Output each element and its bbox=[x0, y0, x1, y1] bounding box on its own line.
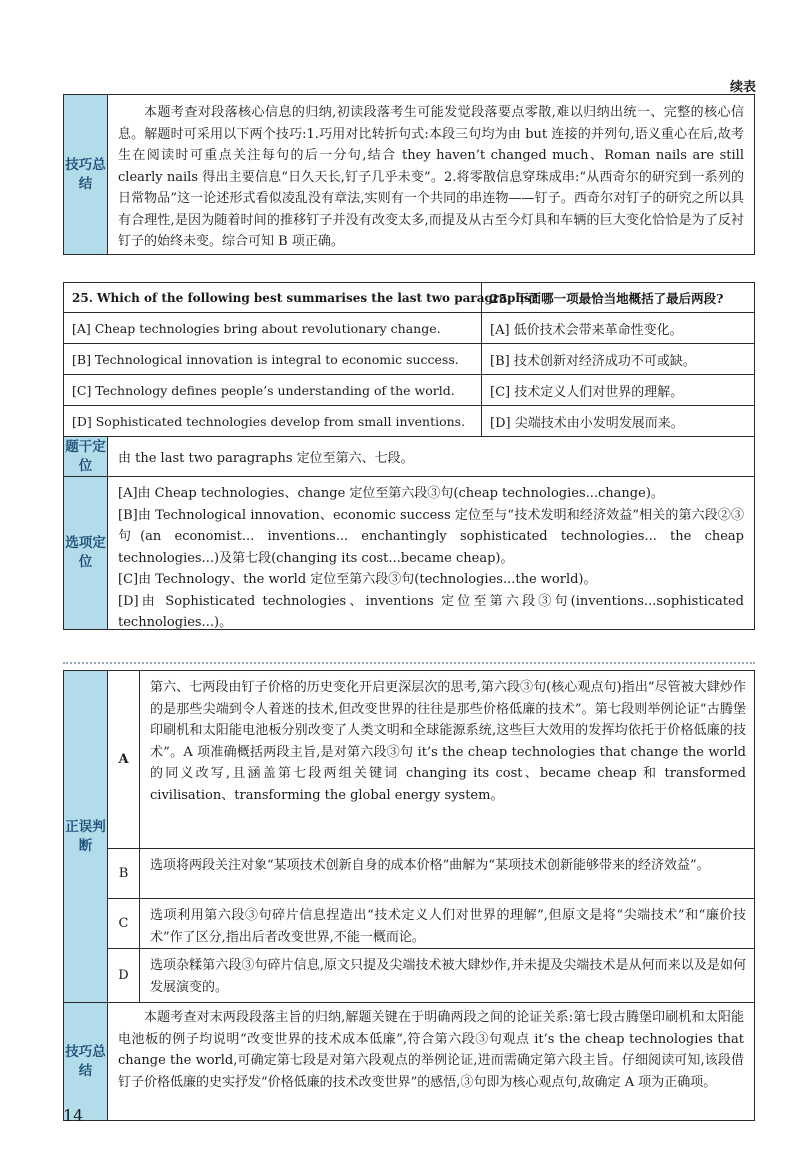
skill-summary-label: 技巧总结 bbox=[64, 1003, 108, 1120]
option-location-item: [C]由 Technology、the world 定位至第六段③句(technologies...the world)。 bbox=[118, 572, 597, 587]
option-location-row bbox=[64, 477, 754, 629]
judgement-row-a bbox=[108, 671, 754, 849]
judgement-row-d bbox=[108, 949, 754, 1002]
option-row-c bbox=[64, 375, 754, 406]
judgement-label: 正误判断 bbox=[64, 671, 108, 1002]
option-location-item: [D]由 Sophisticated technologies、inventions 定位至第六段③句(inventions...sophisticated technologies...)。 bbox=[118, 593, 744, 630]
dotted-divider bbox=[63, 662, 755, 664]
judgement-rows bbox=[108, 671, 754, 1002]
option-row-d bbox=[64, 406, 754, 437]
option-a-en: [A] Cheap technologies bring about revolutionary change. bbox=[64, 313, 482, 343]
question-zh: 25. 下面哪一项最恰当地概括了最后两段? bbox=[490, 290, 724, 306]
skill-summary-label: 技巧总结 bbox=[64, 95, 108, 254]
skill-summary-box bbox=[64, 1003, 754, 1120]
judgement-row-b bbox=[108, 849, 754, 899]
judgement-letter: A bbox=[108, 671, 140, 848]
skill-summary-text: 本题考查对段落核心信息的归纳,初读段落考生可能发觉段落要点零散,难以归纳出统一、完整的核心信息。解题时可采用以下两个技巧:1.巧用对比转折句式:本段三句均为由 but 连接的并列句,语义重心在后,故考生在阅读时可重点关注每句的后一分句,结合 they haven’t changed much、Roman nails are still clearly nails 得出主要信息“日久天长,钉子几乎未变”。2.将零散信息穿珠成串:“从西奇尔的研究到一系列的日常物品”这一论述形式看似凌乱没有章法,实则有一个共同的串连物——钉子。西奇尔对钉子的研究之所以具有合理性,是因为随着时间的推移钉子并没有改变太多,而提及从古至今灯具和车辆的巨大变化恰恰是为了反衬钉子的始终未变。综合可知 B 项正确。 bbox=[118, 105, 744, 249]
option-row-b bbox=[64, 344, 754, 375]
stem-location-text: 由 the last two paragraphs 定位至第六、七段。 bbox=[118, 451, 414, 466]
question-row bbox=[64, 283, 754, 313]
option-d-zh: [D] 尖端技术由小发明发展而来。 bbox=[490, 415, 684, 431]
continued-label: 续表 bbox=[729, 80, 756, 95]
judgement-text: 选项杂糅第六段③句碎片信息,原文只提及尖端技术被大肆炒作,并未提及尖端技术是从何而来以及是如何发展演变的。 bbox=[150, 958, 746, 995]
skill-summary-box bbox=[63, 94, 755, 255]
option-location-item: [B]由 Technological innovation、economic success 定位至与“技术发明和经济效益”相关的第六段②③句(an economist... inventions... enchantingly sophisticated technologies... the cheap technologies...)及第七段(changing its cost...became cheap)。 bbox=[118, 507, 744, 566]
question-table bbox=[63, 282, 755, 630]
option-location-list bbox=[108, 477, 754, 629]
judgement-table bbox=[63, 670, 755, 1121]
judgement-section bbox=[64, 671, 754, 1003]
question-en: 25. Which of the following best summarises the last two paragraphs? bbox=[64, 283, 482, 312]
judgement-text: 选项将两段关注对象“某项技术创新自身的成本价格”曲解为“某项技术创新能够带来的经济效益”。 bbox=[150, 858, 710, 873]
judgement-row-c bbox=[108, 899, 754, 949]
option-c-en: [C] Technology defines people’s understanding of the world. bbox=[64, 375, 482, 405]
judgement-text: 选项利用第六段③句碎片信息捏造出“技术定义人们对世界的理解”,但原文是将“尖端技术”和“廉价技术”作了区分,指出后者改变世界,不能一概而论。 bbox=[150, 908, 746, 945]
option-c-zh: [C] 技术定义人们对世界的理解。 bbox=[490, 384, 684, 400]
option-location-item: [A]由 Cheap technologies、change 定位至第六段③句(cheap technologies...change)。 bbox=[118, 486, 664, 501]
option-location-label: 选项定位 bbox=[64, 477, 108, 629]
skill-summary-text: 本题考查对末两段段落主旨的归纳,解题关键在于明确两段之间的论证关系:第七段古腾堡印刷机和太阳能电池板的例子均说明“改变世界的技术成本低廉”,符合第六段③句观点 it’s the cheap technologies that change the world,可确定第七段是对第六段观点的举例论证,进而需确定第六段主旨。仔细阅读可知,该段借钉子价格低廉的史实抒发“价格低廉的技术改变世界”的感悟,③句即为核心观点句,故确定 A 项为正确项。 bbox=[118, 1010, 744, 1090]
judgement-letter: D bbox=[108, 949, 140, 1002]
stem-location-label: 题干定位 bbox=[64, 437, 108, 476]
option-a-zh: [A] 低价技术会带来革命性变化。 bbox=[490, 322, 683, 338]
judgement-letter: C bbox=[108, 899, 140, 948]
option-row-a bbox=[64, 313, 754, 344]
page-number: 14 bbox=[63, 1106, 84, 1125]
judgement-text: 第六、七两段由钉子价格的历史变化开启更深层次的思考,第六段③句(核心观点句)指出“尽管被大肆炒作的是那些尖端到令人着迷的技术,但改变世界的往往是那些价格低廉的技术”。第七段则举例论证“古腾堡印刷机和太阳能电池板分别改变了人类文明和全球能源系统,这些巨大效用的发挥均依托于价格低廉的技术”。A 项准确概括两段主旨,是对第六段③句 it’s the cheap technologies that change the world 的同义改写,且涵盖第七段两组关键词 changing its cost、became cheap 和 transformed civilisation、transforming the global energy system。 bbox=[150, 680, 746, 803]
stem-location-row bbox=[64, 437, 754, 477]
option-b-en: [B] Technological innovation is integral to economic success. bbox=[64, 344, 482, 374]
option-b-zh: [B] 技术创新对经济成功不可或缺。 bbox=[490, 353, 696, 369]
option-d-en: [D] Sophisticated technologies develop from small inventions. bbox=[64, 406, 482, 436]
judgement-letter: B bbox=[108, 849, 140, 898]
